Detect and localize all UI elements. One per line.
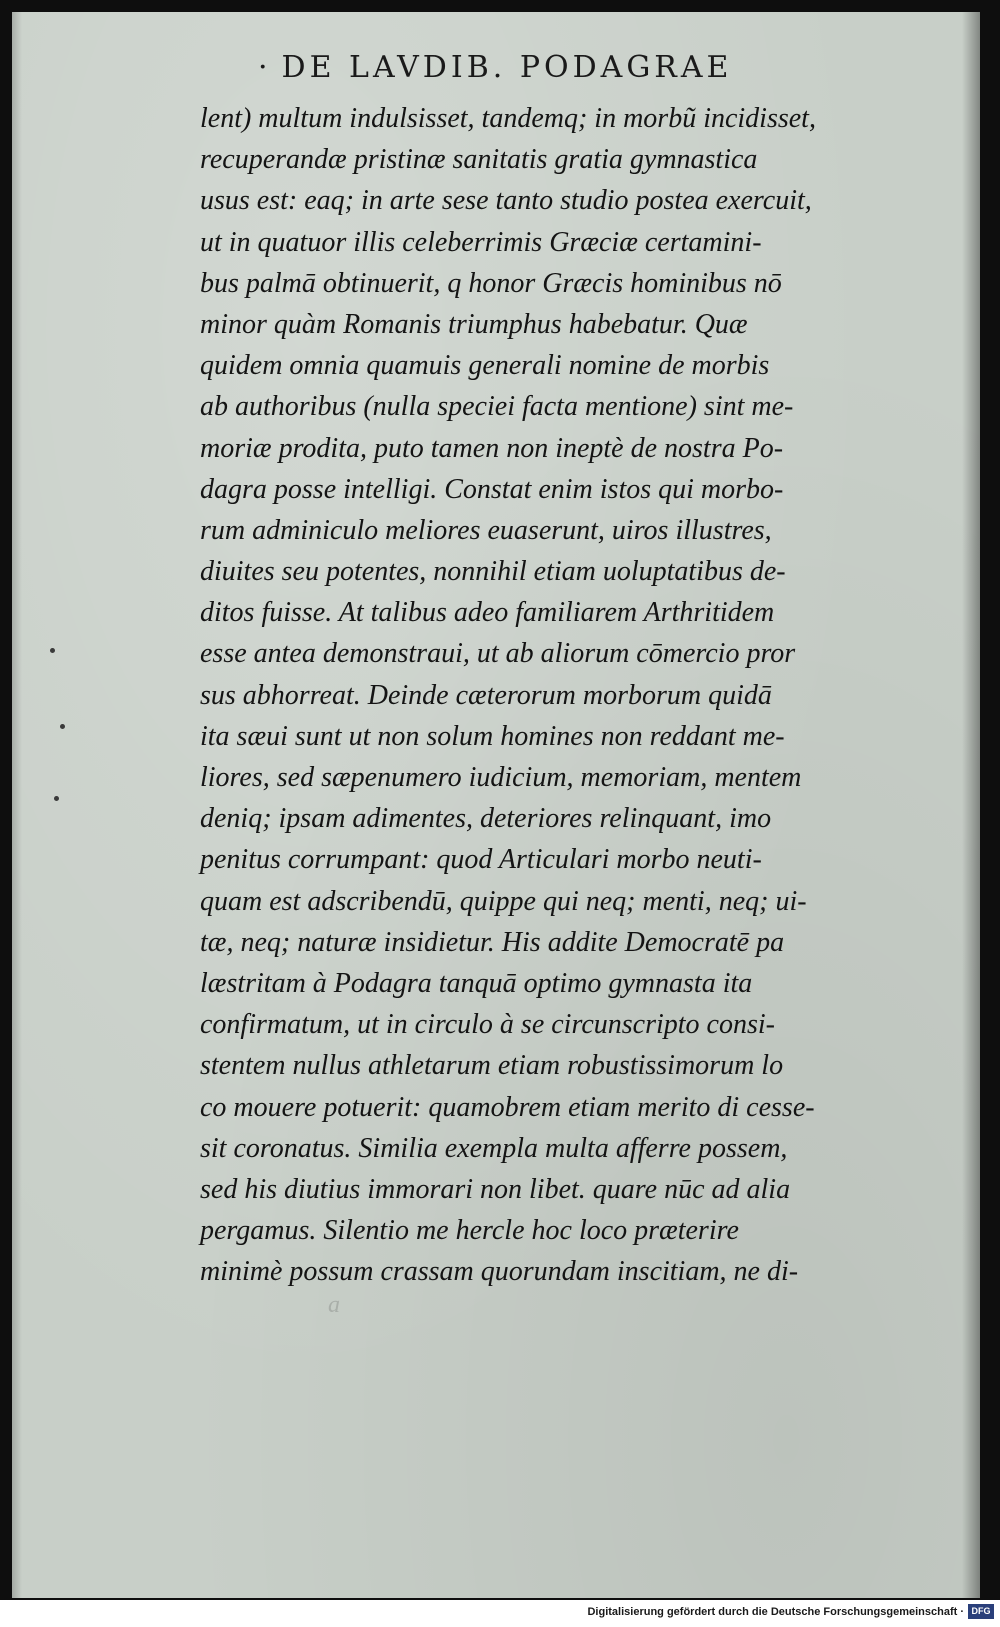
text-line: co mouere potuerit: quamobrem etiam merito di cesse- bbox=[200, 1091, 815, 1123]
dfg-logo: DFG bbox=[968, 1604, 994, 1619]
margin-mark bbox=[60, 724, 65, 729]
text-line: deniq; ipsam adimentes, deteriores relinquant, imo bbox=[200, 803, 772, 835]
text-line: moriæ prodita, puto tamen non ineptè de nostra Po- bbox=[200, 432, 784, 464]
text-line: recuperandæ pristinæ sanitatis gratia gymnastica bbox=[200, 144, 758, 176]
running-head-ornament: · bbox=[258, 50, 272, 85]
text-line: diuites seu potentes, nonnihil etiam uoluptatibus de- bbox=[200, 556, 786, 588]
text-line: ut in quatuor illis celeberrimis Græciæ certamini- bbox=[200, 226, 762, 258]
text-line: læstritam à Podagra tanquā optimo gymnasta ita bbox=[200, 967, 753, 999]
margin-mark bbox=[50, 648, 55, 653]
bleed-through-text: a bbox=[328, 1292, 340, 1318]
page-gutter-shadow bbox=[12, 12, 22, 1598]
running-head-title: DE LAVDIB. PODAGRAE bbox=[281, 50, 733, 85]
text-line: quam est adscribendū, quippe qui neq; menti, neq; ui- bbox=[200, 885, 807, 917]
text-line: usus est: eaq; in arte sese tanto studio postea exercuit, bbox=[200, 185, 812, 217]
text-line: dagra posse intelligi. Constat enim istos qui morbo- bbox=[200, 473, 784, 505]
text-line: confirmatum, ut in circulo à se circunscripto consi- bbox=[200, 1009, 775, 1041]
text-line: esse antea demonstraui, ut ab aliorum cōmercio pror bbox=[200, 638, 796, 670]
page-edge-shadow bbox=[962, 12, 980, 1598]
text-line: sed his diutius immorari non libet. quare nūc ad alia bbox=[200, 1173, 791, 1205]
text-line: liores, sed sæpenumero iudicium, memoriam, mentem bbox=[200, 762, 802, 793]
text-line: rum adminiculo meliores euaserunt, uiros illustres, bbox=[200, 514, 772, 546]
text-line: sus abhorreat. Deinde cæterorum morborum quidā bbox=[200, 679, 772, 711]
body-text bbox=[200, 98, 940, 1292]
text-line: pergamus. Silentio me hercle hoc loco præterire bbox=[200, 1215, 739, 1247]
text-line: ab authoribus (nulla speciei facta mentione) sint me- bbox=[200, 391, 794, 423]
text-line: quidem omnia quamuis generali nomine de morbis bbox=[200, 350, 770, 382]
text-line: lent) multum indulsisset, tandemq; in morbũ incidisset, bbox=[200, 103, 816, 134]
text-line: ditos fuisse. At talibus adeo familiarem Arthritidem bbox=[200, 597, 775, 629]
running-head bbox=[258, 50, 818, 85]
text-line: minor quàm Romanis triumphus habebatur. Quæ bbox=[200, 308, 748, 340]
text-line: minimè possum crassam quorundam inscitiam, ne di- bbox=[200, 1256, 799, 1288]
footer-credit: Digitalisierung gefördert durch die Deutsche Forschungsgemeinschaft · bbox=[587, 1606, 964, 1618]
text-line: bus palmā obtinuerit, q honor Græcis hominibus nō bbox=[200, 267, 782, 299]
text-line: tæ, neq; naturæ insidietur. His addite Democratē pa bbox=[200, 926, 785, 958]
margin-mark bbox=[54, 796, 59, 801]
text-line: sit coronatus. Similia exempla multa afferre possem, bbox=[200, 1132, 788, 1164]
text-line: ita sæui sunt ut non solum homines non reddant me- bbox=[200, 720, 785, 752]
text-line: penitus corrumpant: quod Articulari morbo neuti- bbox=[200, 844, 762, 876]
text-line: stentem nullus athletarum etiam robustissimorum lo bbox=[200, 1050, 784, 1082]
